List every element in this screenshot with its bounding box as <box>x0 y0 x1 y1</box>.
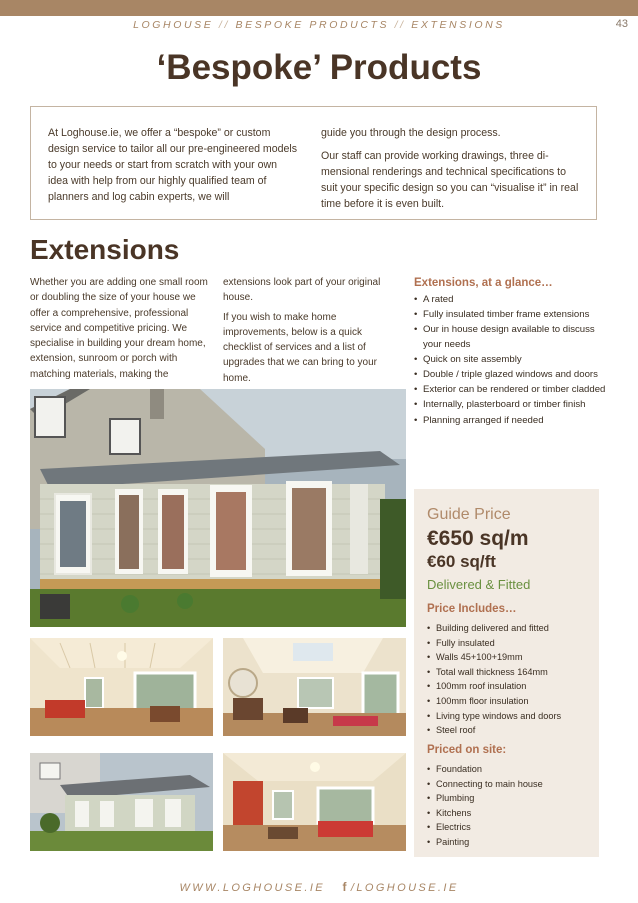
body-column-1 <box>30 275 215 386</box>
price-box <box>414 489 599 857</box>
interior-dining-photo <box>223 638 406 736</box>
list-item: • Walls 45+100+19mm <box>427 650 595 665</box>
list-item: • Steel roof <box>427 723 595 738</box>
body-column-2 <box>223 275 395 390</box>
intro-left-column <box>48 125 298 212</box>
body-paragraph: If you wish to make home improvements, below is a quick checklist of services and a list of upgrades that we can bring to your home. <box>223 311 377 384</box>
list-item: • Fully insulated timber frame extensions <box>414 308 606 322</box>
list-item: • Living type windows and doors <box>427 709 595 724</box>
price-per-sqm: €650 sq/m <box>427 527 529 550</box>
top-accent-bar <box>0 0 638 16</box>
intro-paragraph: At Loghouse.ie, we offer a “bespoke” or custom design service to tailor all our pre-engineered models to your needs or start from scratch with your own idea with help from our highly qualified team of planners and log cabin experts, we will <box>48 127 298 203</box>
list-item: • Total wall thickness 164mm <box>427 665 595 680</box>
interior-living-photo <box>30 638 213 736</box>
glance-list <box>414 293 606 428</box>
list-item: • 100mm floor insulation <box>427 694 595 709</box>
list-item: • Kitchens <box>427 806 595 821</box>
list-item: • 100mm roof insulation <box>427 679 595 694</box>
list-item: • Double / triple glazed windows and doors <box>414 368 606 382</box>
list-item: • Planning arranged if needed <box>414 414 606 428</box>
list-item: • Plumbing <box>427 791 595 806</box>
list-item: • Quick on site assembly <box>414 353 606 367</box>
breadcrumb <box>0 19 638 31</box>
priced-on-site-title: Priced on site: <box>427 744 507 756</box>
list-item: • Our in house design available to discuss your needs <box>414 323 606 351</box>
facebook-link[interactable]: /LOGHOUSE.IE <box>350 882 459 894</box>
price-includes-title: Price Includes… <box>427 603 517 615</box>
list-item: • Fully insulated <box>427 636 595 651</box>
list-item: • Building delivered and fitted <box>427 621 595 636</box>
list-item: • Foundation <box>427 762 595 777</box>
footer <box>0 880 638 894</box>
body-paragraph: extensions look part of your original house. <box>223 277 381 304</box>
interior-lounge-photo <box>223 753 406 851</box>
guide-price-label: Guide Price <box>427 506 511 523</box>
list-item: • Painting <box>427 835 595 850</box>
website-link[interactable]: WWW.LOGHOUSE.IE <box>179 882 326 894</box>
glance-title: Extensions, at a glance… <box>414 277 553 289</box>
delivered-fitted-label: Delivered & Fitted <box>427 577 531 592</box>
extension-corner-photo <box>30 753 213 851</box>
list-item: • Connecting to main house <box>427 777 595 792</box>
list-item: • A rated <box>414 293 606 307</box>
list-item: • Exterior can be rendered or timber cladded <box>414 383 606 397</box>
page-number: 43 <box>615 18 628 30</box>
body-paragraph: Whether you are adding one small room or doubling the size of your house we offer a comprehensive, professional service and competitive pricing. We specialise in building your dream home, extension, sunroom or porch with matching materials, making the <box>30 277 208 380</box>
breadcrumb-separator: // <box>218 19 230 31</box>
list-item: • Electrics <box>427 820 595 835</box>
glance-panel <box>414 277 606 429</box>
intro-paragraph: Our staff can provide working drawings, three di-mensional renderings and technical specifications to suit your specific design so you can “visualise it” in real time before it is even built. <box>321 150 579 210</box>
breadcrumb-loghouse: LOGHOUSE <box>133 19 214 31</box>
price-per-sqft: €60 sq/ft <box>427 552 496 571</box>
page-title: ‘Bespoke’ Products <box>156 48 482 87</box>
price-includes-list <box>427 621 595 738</box>
section-title: Extensions <box>30 234 180 265</box>
facebook-icon[interactable]: f <box>342 880 349 894</box>
intro-paragraph: guide you through the design process. <box>321 127 501 139</box>
list-item: • Internally, plasterboard or timber finish <box>414 398 606 412</box>
breadcrumb-separator: // <box>394 19 406 31</box>
breadcrumb-bespoke: BESPOKE PRODUCTS <box>235 19 390 31</box>
intro-box <box>30 106 597 220</box>
priced-on-site-list <box>427 762 595 850</box>
breadcrumb-extensions: EXTENSIONS <box>411 19 505 31</box>
intro-right-column <box>321 125 583 219</box>
extension-exterior-photo <box>30 389 406 627</box>
